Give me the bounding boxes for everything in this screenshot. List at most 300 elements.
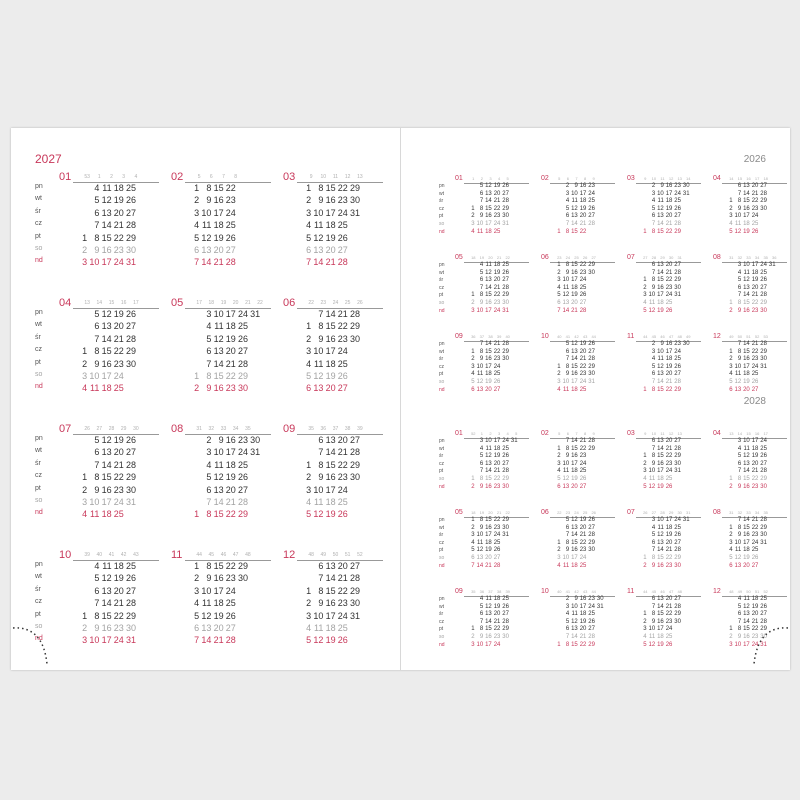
day-cell: 23 — [751, 205, 759, 212]
day-cell: 7 — [651, 269, 656, 276]
day-cell: 25 — [674, 524, 681, 531]
day-cell: 1 — [194, 183, 200, 193]
day-cell: 19 — [743, 228, 750, 235]
day-cell: 18 — [657, 476, 664, 482]
weekday-label: nd — [439, 562, 445, 569]
day-cell: 10 — [476, 532, 484, 539]
day-cell: 17 — [665, 190, 673, 197]
day-cell: 22 — [751, 198, 759, 205]
day-cell: 18 — [325, 220, 336, 231]
day-cell: 17 — [665, 517, 673, 523]
weekday-label: wt — [439, 348, 444, 355]
day-cell: 23 — [337, 472, 348, 483]
day-cell: 8 — [565, 445, 570, 452]
day-cell: 7 — [94, 459, 100, 470]
day-cell: 19 — [665, 532, 673, 539]
week-number: 17 — [763, 431, 768, 436]
day-cell: 9 — [94, 245, 100, 255]
day-cell: 27 — [125, 585, 136, 596]
day-cell: 11 — [743, 596, 750, 602]
day-cell: 5 — [206, 333, 212, 344]
day-cell: 24 — [760, 262, 767, 268]
day-cell: 23 — [113, 358, 124, 369]
day-cell: 3 — [206, 447, 212, 458]
day-cell: 12 — [201, 610, 212, 621]
day-cell: 7 — [565, 221, 570, 227]
day-cell: 24 — [493, 532, 501, 539]
day-cell: 13 — [657, 438, 664, 444]
day-cell: 25 — [665, 476, 673, 482]
day-cell: 24 — [493, 363, 501, 370]
month-number: 04 — [713, 175, 721, 182]
day-cell: 7 — [479, 284, 484, 291]
day-cell: 29 — [760, 476, 767, 482]
day-cell: 15 — [485, 292, 492, 299]
week-numbers — [469, 589, 512, 594]
day-cell: 12 — [213, 472, 224, 483]
week-number: 49 — [737, 589, 743, 594]
day-cell: 25 — [502, 445, 509, 452]
day-cell: 1 — [643, 611, 647, 618]
day-cell: 9 — [660, 341, 664, 347]
day-cell: 26 — [751, 228, 759, 235]
day-cell: 4 — [643, 300, 647, 306]
weekday-label: pn — [439, 596, 445, 602]
day-cell: 30 — [760, 532, 767, 539]
day-cell: 30 — [760, 634, 767, 640]
day-cell: 25 — [751, 221, 759, 227]
day-cell: 8 — [318, 585, 324, 596]
day-cell: 20 — [743, 562, 750, 569]
day-cell: 23 — [113, 245, 124, 255]
day-cell: 24 — [337, 346, 348, 357]
day-cell: 23 — [337, 195, 348, 206]
week-number: 22 — [557, 510, 562, 515]
weekday-label: pn — [35, 309, 43, 316]
day-cell: 30 — [760, 205, 767, 212]
weekday-label: śr — [439, 198, 444, 205]
month-number: 10 — [59, 549, 72, 561]
day-cell: 17 — [485, 641, 492, 648]
day-cell: 16 — [743, 205, 750, 212]
day-cell: 21 — [337, 447, 348, 458]
day-cell: 8 — [206, 509, 212, 520]
day-cell: 3 — [643, 292, 647, 299]
day-cell: 9 — [318, 472, 324, 483]
day-cell: 26 — [225, 232, 236, 243]
day-cell: 25 — [579, 284, 587, 291]
day-cell: 10 — [313, 484, 324, 495]
day-cell: 8 — [94, 610, 100, 621]
day-cell: 20 — [751, 611, 759, 618]
month-number: 12 — [713, 333, 721, 340]
week-number: 5 — [506, 176, 509, 181]
day-cell: 14 — [657, 269, 664, 276]
day-cell: 2 — [729, 532, 733, 539]
day-cell: 20 — [579, 213, 587, 220]
day-cell: 24 — [665, 468, 673, 475]
day-cell: 2 — [565, 596, 570, 602]
week-number: 32 — [737, 510, 743, 515]
day-cell: 7 — [557, 307, 561, 314]
weekday-label: wt — [35, 573, 42, 581]
page-corner-flourish — [740, 618, 790, 670]
day-cell: 18 — [325, 623, 336, 633]
day-cell: 21 — [225, 497, 236, 507]
day-cell: 26 — [237, 333, 248, 344]
day-cell: 20 — [571, 300, 578, 306]
day-cell: 18 — [101, 383, 112, 394]
day-cell: 9 — [737, 634, 742, 640]
day-cell: 24 — [493, 307, 501, 314]
day-cell: 28 — [674, 221, 681, 227]
week-number: 25 — [344, 300, 351, 306]
day-cell: 15 — [571, 363, 578, 370]
day-cell: 28 — [674, 379, 681, 385]
week-numbers — [469, 334, 512, 339]
day-cell: 12 — [101, 435, 112, 445]
day-cell: 30 — [502, 213, 509, 220]
day-cell: 7 — [479, 468, 484, 475]
day-cell: 6 — [729, 386, 733, 393]
week-number: 20 — [488, 510, 493, 515]
day-cell: 9 — [479, 634, 484, 640]
day-cell: 27 — [349, 435, 360, 445]
day-cell: 7 — [737, 292, 742, 299]
month-number: 05 — [455, 509, 463, 516]
day-cell: 24 — [579, 460, 587, 467]
day-cell: 21 — [337, 309, 348, 319]
day-cell: 16 — [101, 358, 112, 369]
day-cell: 26 — [588, 517, 595, 523]
day-cell: 15 — [657, 555, 664, 561]
day-cell: 2 — [82, 358, 88, 369]
day-cell: 4 — [729, 221, 733, 227]
day-cell: 8 — [479, 517, 484, 523]
weekday-label: śr — [439, 453, 444, 460]
week-number: 50 — [746, 589, 751, 594]
day-cell: 21 — [113, 220, 124, 231]
day-cell: 2 — [471, 213, 475, 220]
week-number: 18 — [471, 255, 476, 260]
week-number: 9 — [592, 431, 595, 436]
day-cell: 22 — [665, 386, 673, 393]
day-cell: 2 — [471, 634, 475, 640]
day-cell: 25 — [588, 611, 595, 618]
day-cell: 17 — [571, 460, 578, 467]
week-number: 16 — [754, 431, 760, 436]
day-cell: 6 — [306, 383, 312, 394]
day-cell: 30 — [125, 623, 136, 633]
week-number: 28 — [660, 510, 665, 515]
weekday-label: śr — [439, 277, 444, 284]
day-cell: 10 — [562, 460, 570, 467]
day-cell: 5 — [94, 573, 100, 584]
day-cell: 8 — [479, 292, 484, 299]
day-cell: 9 — [565, 547, 570, 554]
day-cell: 26 — [493, 379, 501, 385]
day-cell: 1 — [306, 585, 312, 596]
day-cell: 21 — [571, 307, 578, 314]
day-cell: 28 — [502, 468, 509, 475]
day-cell: 21 — [485, 562, 492, 569]
day-cell: 12 — [485, 269, 492, 276]
day-cell: 7 — [651, 221, 656, 227]
day-cell: 8 — [479, 476, 484, 482]
day-cell: 21 — [665, 221, 673, 227]
day-cell: 19 — [225, 472, 236, 483]
day-cell: 19 — [751, 453, 759, 460]
day-cell: 4 — [737, 596, 742, 602]
week-number: 24 — [574, 510, 579, 515]
day-cell: 22 — [493, 292, 501, 299]
day-cell: 15 — [657, 611, 664, 618]
day-cell: 25 — [125, 183, 136, 193]
day-cell: 25 — [337, 358, 348, 369]
day-cell: 18 — [113, 183, 124, 193]
day-cell: 16 — [485, 634, 492, 640]
day-cell: 18 — [657, 634, 664, 640]
day-cell: 8 — [94, 232, 100, 243]
week-numbers — [555, 334, 598, 339]
day-cell: 29 — [502, 348, 509, 355]
day-cell: 19 — [751, 277, 759, 284]
month-number: 09 — [455, 333, 463, 340]
day-cell: 3 — [471, 307, 475, 314]
day-cell: 23 — [751, 634, 759, 640]
day-cell: 23 — [113, 623, 124, 633]
day-cell: 3 — [729, 539, 733, 546]
weekday-label: so — [439, 221, 445, 227]
day-cell: 9 — [651, 460, 656, 467]
day-cell: 5 — [737, 603, 742, 610]
day-cell: 8 — [565, 363, 570, 370]
day-cell: 23 — [225, 383, 236, 394]
week-number: 40 — [557, 334, 562, 339]
day-cell: 18 — [743, 371, 750, 378]
weekday-label: cz — [439, 460, 444, 467]
day-cell: 11 — [562, 562, 570, 569]
day-cell: 15 — [485, 626, 492, 633]
weekday-label: nd — [35, 509, 43, 517]
day-cell: 26 — [125, 309, 136, 319]
day-cell: 1 — [557, 363, 561, 370]
week-numbers — [555, 176, 598, 181]
day-cell: 28 — [760, 468, 767, 475]
day-cell: 24 — [493, 641, 501, 648]
day-cell: 13 — [657, 371, 664, 378]
day-cell: 21 — [751, 292, 759, 299]
day-cell: 12 — [485, 453, 492, 460]
day-cell: 15 — [657, 386, 664, 393]
day-cell: 1 — [306, 459, 312, 470]
day-cell: 14 — [313, 257, 324, 268]
day-cell: 11 — [648, 476, 656, 482]
day-cell: 4 — [82, 383, 88, 394]
day-cell: 28 — [237, 497, 248, 507]
day-cell: 27 — [674, 438, 681, 444]
day-cell: 16 — [571, 371, 578, 378]
day-cell: 7 — [479, 198, 484, 205]
day-cell: 20 — [493, 611, 501, 618]
day-cell: 19 — [665, 363, 673, 370]
weekday-label: wt — [439, 269, 444, 276]
day-cell: 8 — [94, 472, 100, 483]
day-cell: 6 — [206, 484, 212, 495]
day-cell: 6 — [194, 623, 200, 633]
day-cell: 9 — [479, 524, 484, 531]
day-cell: 26 — [337, 232, 348, 243]
day-cell: 18 — [213, 598, 224, 609]
week-number: 48 — [677, 334, 682, 339]
day-cell: 14 — [571, 356, 578, 363]
week-number: 52 — [471, 431, 476, 436]
day-cell: 7 — [94, 333, 100, 344]
day-cell: 9 — [660, 183, 664, 189]
day-cell: 30 — [502, 300, 509, 306]
day-cell: 25 — [760, 269, 767, 276]
day-cell: 11 — [476, 228, 484, 235]
day-cell: 23 — [225, 573, 236, 584]
day-cell: 9 — [737, 532, 742, 539]
day-cell: 17 — [485, 363, 492, 370]
day-cell: 7 — [651, 379, 656, 385]
day-cell: 5 — [471, 379, 475, 385]
day-cell: 19 — [325, 509, 336, 520]
day-cell: 16 — [325, 195, 336, 206]
day-cell: 26 — [665, 307, 673, 314]
month-number: 02 — [541, 175, 549, 182]
day-cell: 23 — [579, 453, 587, 460]
day-cell: 21 — [579, 221, 587, 227]
day-cell: 6 — [565, 213, 570, 220]
day-cell: 15 — [101, 346, 112, 357]
day-cell: 12 — [743, 453, 750, 460]
day-cell: 20 — [579, 348, 587, 355]
day-cell: 13 — [101, 207, 112, 218]
day-cell: 21 — [493, 341, 501, 347]
day-cell: 23 — [493, 213, 501, 220]
day-cell: 27 — [502, 460, 509, 467]
day-cell: 20 — [337, 561, 348, 571]
day-cell: 1 — [306, 183, 312, 193]
day-cell: 24 — [337, 207, 348, 218]
week-numbers — [641, 431, 684, 436]
day-cell: 9 — [94, 358, 100, 369]
weekday-label: wt — [439, 603, 444, 610]
day-cell: 28 — [337, 257, 348, 268]
day-cell: 6 — [565, 348, 570, 355]
month-number: 08 — [713, 509, 721, 516]
day-cell: 29 — [125, 232, 136, 243]
day-cell: 18 — [571, 386, 578, 393]
day-cell: 17 — [485, 221, 492, 227]
day-cell: 5 — [651, 363, 656, 370]
month-number: 11 — [627, 333, 635, 340]
day-cell: 22 — [337, 183, 348, 193]
day-cell: 23 — [751, 356, 759, 363]
week-number: 9 — [644, 431, 647, 436]
day-cell: 21 — [493, 284, 501, 291]
weekday-label: pt — [439, 213, 444, 220]
day-cell: 24 — [113, 497, 124, 507]
day-cell: 21 — [579, 634, 587, 640]
day-cell: 12 — [485, 183, 492, 189]
week-number: 3 — [122, 174, 126, 180]
day-cell: 13 — [313, 383, 324, 394]
week-numbers — [727, 176, 770, 181]
day-cell: 1 — [471, 517, 475, 523]
day-cell: 29 — [125, 346, 136, 357]
day-cell: 23 — [113, 484, 124, 495]
day-cell: 2 — [643, 618, 647, 625]
day-cell: 29 — [125, 472, 136, 483]
day-cell: 23 — [751, 307, 759, 314]
week-number: 43 — [133, 552, 139, 558]
day-cell: 15 — [571, 262, 578, 268]
day-cell: 15 — [743, 524, 750, 531]
day-cell: 12 — [571, 517, 578, 523]
day-cell: 24 — [579, 555, 587, 561]
day-cell: 5 — [306, 232, 312, 243]
day-cell: 19 — [213, 232, 224, 243]
day-cell: 6 — [651, 438, 656, 444]
week-number: 2 — [110, 174, 113, 180]
day-cell: 5 — [729, 228, 733, 235]
day-cell: 18 — [213, 220, 224, 231]
day-cell: 30 — [125, 358, 136, 369]
day-cell: 6 — [194, 245, 200, 255]
week-number: 19 — [479, 255, 485, 260]
week-number: 44 — [643, 334, 648, 339]
day-cell: 14 — [485, 341, 492, 347]
day-cell: 11 — [476, 371, 484, 378]
week-number: 29 — [120, 426, 127, 432]
day-cell: 25 — [237, 321, 248, 332]
week-number: 4 — [134, 174, 138, 180]
day-cell: 28 — [502, 341, 509, 347]
week-numbers — [305, 552, 366, 558]
week-number: 9 — [592, 176, 595, 181]
day-cell: 18 — [657, 300, 664, 306]
day-cell: 22 — [225, 561, 236, 571]
day-cell: 10 — [657, 190, 664, 197]
day-cell: 25 — [760, 596, 767, 602]
week-number: 42 — [574, 589, 579, 594]
day-cell: 11 — [734, 371, 742, 378]
day-cell: 16 — [571, 547, 578, 554]
day-cell: 15 — [657, 453, 664, 460]
day-cell: 29 — [588, 641, 595, 648]
day-cell: 11 — [214, 321, 224, 332]
week-number: 43 — [582, 334, 588, 339]
day-cell: 19 — [485, 547, 492, 554]
week-number: 17 — [196, 300, 202, 306]
day-cell: 9 — [318, 598, 324, 609]
day-cell: 16 — [743, 532, 750, 539]
day-cell: 6 — [737, 611, 742, 618]
day-cell: 31 — [349, 610, 360, 621]
day-cell: 7 — [651, 445, 656, 452]
day-cell: 5 — [565, 341, 570, 347]
day-cell: 8 — [94, 346, 100, 357]
weekday-label: śr — [439, 611, 444, 618]
day-cell: 15 — [213, 183, 224, 193]
day-cell: 13 — [476, 555, 484, 561]
day-cell: 15 — [743, 626, 750, 633]
day-cell: 14 — [657, 603, 664, 610]
day-cell: 13 — [201, 623, 212, 633]
